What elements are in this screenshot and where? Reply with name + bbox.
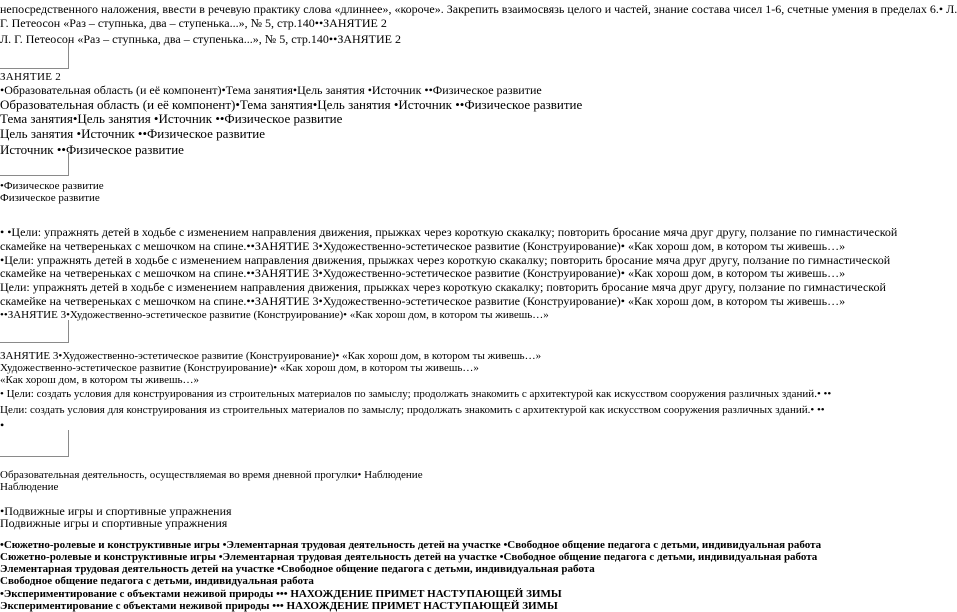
doc-line-14: скамейке на четвереньках с мешочком на спине.••ЗАНЯТИЕ 3•Художественно-эстетическое развитие (Конструирование)• «Как хорош дом, в котором ты живешь…» [0, 266, 846, 280]
doc-line-27: Подвижные игры и спортивные упражнения [0, 516, 228, 530]
doc-line-5: Образовательная область (и её компонент)•Тема занятия•Цель занятия •Источник ••Физическое развитие [0, 97, 583, 112]
doc-line-4: •Образовательная область (и её компонент)•Тема занятия•Цель занятия •Источник ••Физическое развитие [0, 83, 542, 97]
doc-line-8: Источник ••Физическое развитие [0, 142, 184, 157]
doc-line-3: Л. Г. Петеосон «Раз – ступнька, два – ступенька...», № 5, стр.140••ЗАНЯТИЕ 2 [0, 32, 401, 46]
doc-line-21: • Цели: создать условия для конструирования из строительных материалов по замыслу; продолжать знакомить с архитектурой как искусством сооружения различных зданий.• •• [0, 388, 832, 400]
table-cell-border [0, 42, 69, 69]
doc-line-16: скамейке на четвереньках с мешочком на спине.••ЗАНЯТИЕ 3•Художественно-эстетическое развитие (Конструирование)• «Как хорош дом, в котором ты живешь…» [0, 294, 846, 308]
doc-line-30: Элементарная трудовая деятельность детей на участке •Свободное общение педагога с детьми, индивидуальная работа [0, 563, 595, 575]
doc-line-13: •Цели: упражнять детей в ходьбе с изменением направления движения, прыжках через короткую скакалку; повторить бросание мяча друг другу, ползание по гимнастической [0, 253, 891, 267]
doc-line-10: Физическое развитие [0, 192, 100, 204]
doc-line-29: Сюжетно-ролевые и конструктивные игры •Элементарная трудовая деятельность детей на участке •Свободное общение педагога с детьми, индивидуальная работа [0, 551, 818, 563]
doc-line-2: Г. Петеосон «Раз – ступнька, два – ступенька...», № 5, стр.140••ЗАНЯТИЕ 2 [0, 16, 387, 30]
table-cell-border [0, 320, 69, 343]
doc-line-19: Художественно-эстетическое развитие (Конструирование)• «Как хорош дом, в котором ты живешь…» [0, 362, 479, 374]
doc-line-18: ЗАНЯТИЕ 3•Художественно-эстетическое развитие (Конструирование)• «Как хорош дом, в котором ты живешь…» [0, 350, 542, 362]
doc-line-23: • [0, 418, 5, 432]
doc-line-7: Цель занятия •Источник ••Физическое развитие [0, 126, 266, 141]
doc-line-1: непосредственного наложения, ввести в речевую практику слова «длиннее», «короче». Закрепить взаимосвязь целого и частей, знание состава чисел 1-6, счетные умения в пределах 6.• Л. [0, 2, 957, 16]
table-cell-border [0, 430, 69, 457]
doc-line-25: Наблюдение [0, 481, 59, 493]
doc-line-12: скамейке на четвереньках с мешочком на спине.••ЗАНЯТИЕ 3•Художественно-эстетическое развитие (Конструирование)• «Как хорош дом, в котором ты живешь…» [0, 239, 846, 253]
doc-line-20: «Как хорош дом, в котором ты живешь…» [0, 374, 199, 386]
doc-line-11: • •Цели: упражнять детей в ходьбе с изменением направления движения, прыжках через короткую скакалку; повторить бросание мяча друг другу, ползание по гимнастической [0, 225, 898, 239]
doc-line-15: Цели: упражнять детей в ходьбе с изменением направления движения, прыжках через короткую скакалку; повторить бросание мяча друг другу, ползание по гимнастической [0, 280, 886, 294]
doc-line-22: Цели: создать условия для конструирования из строительных материалов по замыслу; продолжать знакомить с архитектурой как искусством сооружения различных зданий.• •• [0, 404, 825, 416]
doc-line-9: •Физическое развитие [0, 180, 104, 192]
doc-line-6: Тема занятия•Цель занятия •Источник ••Физическое развитие [0, 111, 343, 126]
doc-line-24: Образовательная деятельность, осуществляемая во время дневной прогулки• Наблюдение [0, 469, 423, 481]
doc-line-32: •Экспериментирование с объектами неживой природы ••• НАХОЖДЕНИЕ ПРИМЕТ НАСТУПАЮЩЕЙ ЗИМЫ [0, 588, 562, 600]
doc-line-26: •Подвижные игры и спортивные упражнения [0, 504, 232, 518]
doc-line-17: ••ЗАНЯТИЕ 3•Художественно-эстетическое развитие (Конструирование)• «Как хорош дом, в котором ты живешь…» [0, 309, 549, 321]
doc-line-31: Свободное общение педагога с детьми, индивидуальная работа [0, 575, 314, 587]
doc-line-33: Экспериментирование с объектами неживой природы ••• НАХОЖДЕНИЕ ПРИМЕТ НАСТУПАЮЩЕЙ ЗИМЫ [0, 600, 558, 612]
lesson-2-header: ЗАНЯТИЕ 2 [0, 71, 62, 83]
table-cell-border [0, 153, 69, 176]
doc-line-28: •Сюжетно-ролевые и конструктивные игры •Элементарная трудовая деятельность детей на участке •Свободное общение педагога с детьми, индивидуальная работа [0, 539, 822, 551]
